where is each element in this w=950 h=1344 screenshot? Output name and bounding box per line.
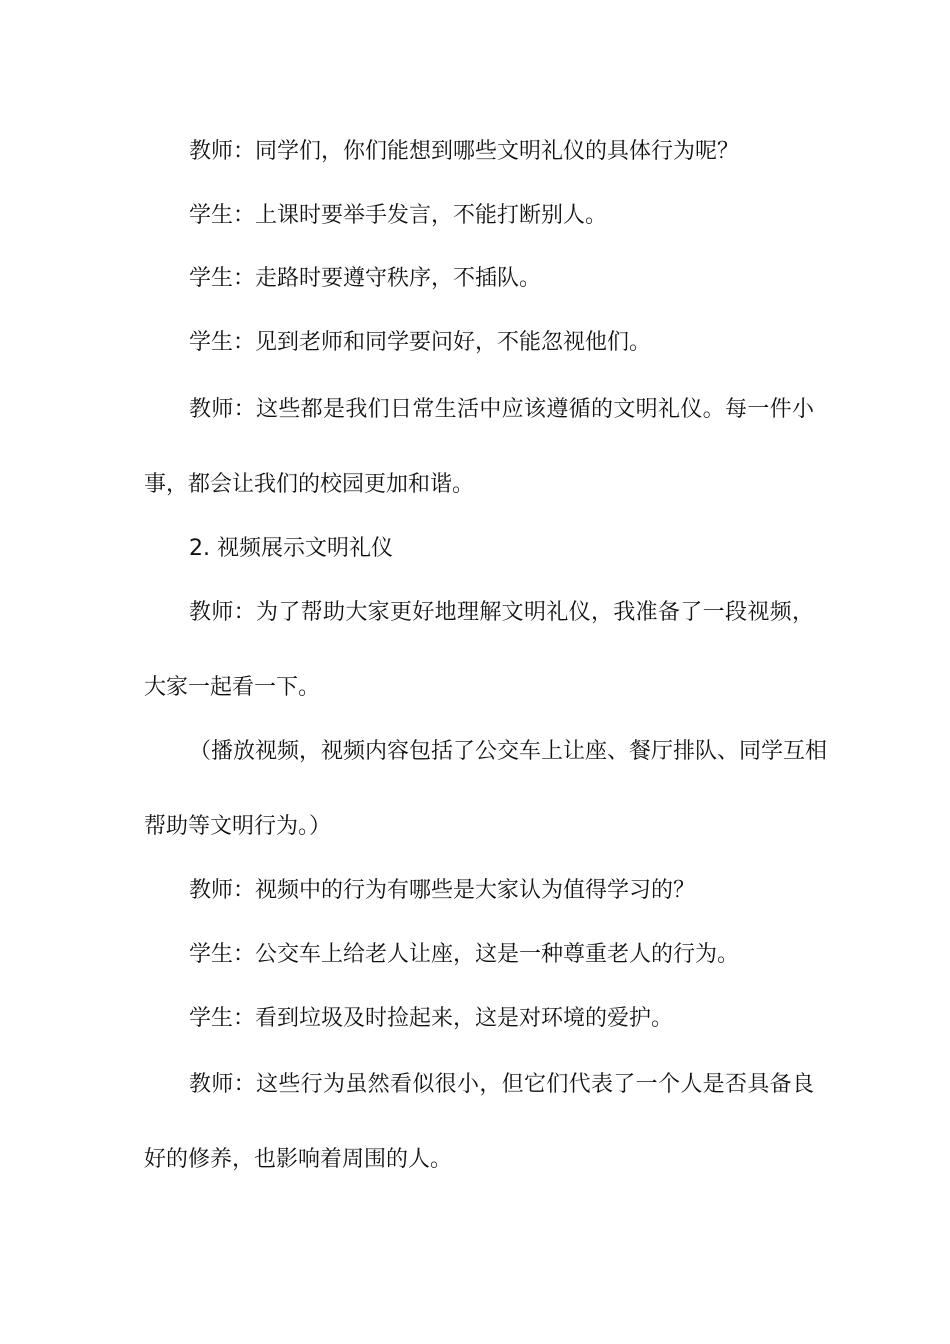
section-heading-video: 2. 视频展示文明礼仪: [189, 536, 393, 561]
dialogue-line-student-video-answer-1: 学生：公交车上给老人让座，这是一种尊重老人的行为。: [189, 942, 740, 967]
dialogue-line-student-answer-2: 学生：走路时要遵守秩序，不插队。: [189, 266, 542, 291]
dialogue-line-student-answer-1: 学生：上课时要举手发言，不能打断别人。: [189, 203, 608, 228]
dialogue-line-teacher-summary-cont: 事，都会让我们的校园更加和谐。: [144, 472, 475, 497]
dialogue-line-student-video-answer-2: 学生：看到垃圾及时捡起来，这是对环境的爱护。: [189, 1006, 674, 1031]
dialogue-line-teacher-question: 教师：同学们，你们能想到哪些文明礼仪的具体行为呢？: [189, 139, 740, 164]
dialogue-line-teacher-video-question: 教师：视频中的行为有哪些是大家认为值得学习的？: [189, 878, 696, 903]
dialogue-line-student-answer-3: 学生：见到老师和同学要问好，不能忽视他们。: [189, 330, 652, 355]
dialogue-line-teacher-summary: 教师：这些都是我们日常生活中应该遵循的文明礼仪。每一件小: [189, 397, 814, 422]
stage-direction-video-cont: 帮助等文明行为。）: [144, 814, 332, 839]
dialogue-line-teacher-video-intro: 教师：为了帮助大家更好地理解文明礼仪，我准备了一段视频，: [189, 600, 814, 625]
stage-direction-video: （播放视频，视频内容包括了公交车上让座、餐厅排队、同学互相: [189, 739, 828, 764]
dialogue-line-teacher-video-intro-cont: 大家一起看一下。: [144, 675, 321, 700]
dialogue-line-teacher-conclusion-cont: 好的修养，也影响着周围的人。: [144, 1147, 453, 1172]
dialogue-line-teacher-conclusion: 教师：这些行为虽然看似很小，但它们代表了一个人是否具备良: [189, 1072, 814, 1097]
